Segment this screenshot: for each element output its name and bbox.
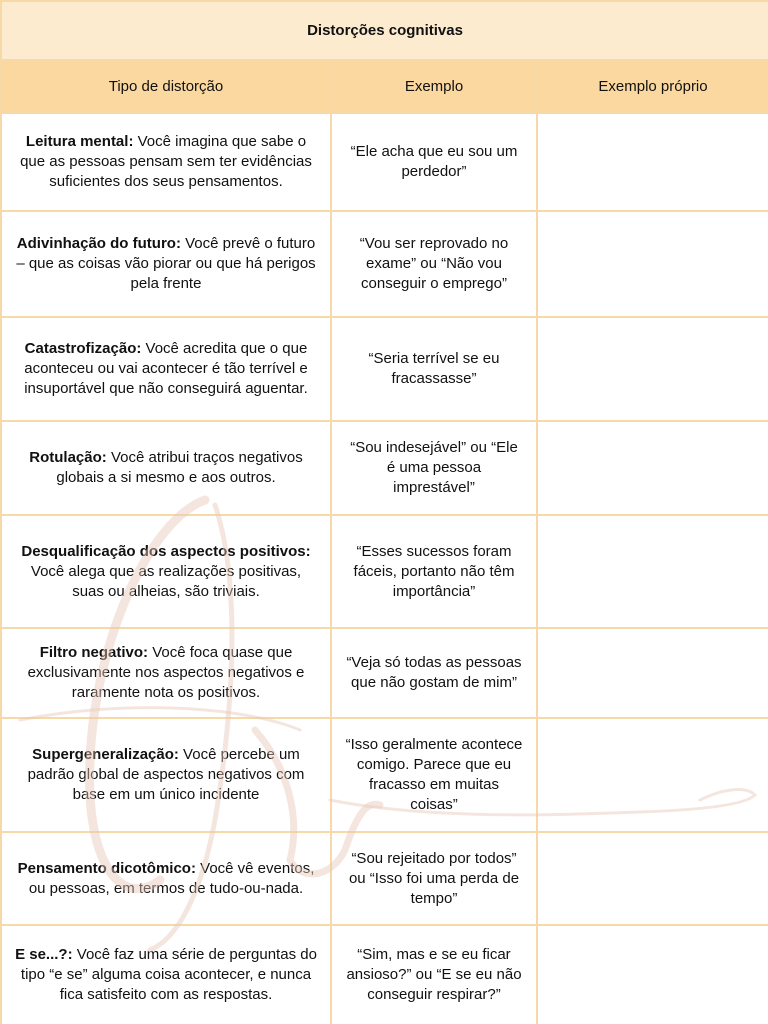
own-example-cell[interactable] <box>537 515 768 628</box>
distortion-term: Supergeneralização: <box>32 746 179 763</box>
distortion-term: E se...?: <box>15 946 73 963</box>
table-row <box>1 515 768 628</box>
example-cell: “Sou indesejável” ou “Ele é uma pessoa imprestável” <box>331 421 537 515</box>
distortion-definition: Você alega que as realizações positivas, suas ou alheias, são triviais. <box>30 562 302 600</box>
distortion-definition: Você faz uma série de perguntas do tipo “e se” alguma coisa acontecer, e nunca fica satisfeito com as respostas. <box>20 946 317 1003</box>
distortion-definition: Você prevê o futuro – que as coisas vão piorar ou que há perigos pela frente <box>16 235 316 292</box>
table-row <box>1 421 768 515</box>
own-example-cell[interactable] <box>537 628 768 718</box>
distortion-term: Filtro negativo: <box>39 644 149 661</box>
table-row <box>1 925 768 1024</box>
distortion-cell <box>1 211 331 317</box>
table-row <box>1 718 768 832</box>
table-row <box>1 317 768 421</box>
table-title: Distorções cognitivas <box>1 1 768 60</box>
example-cell: “Seria terrível se eu fracassasse” <box>331 317 537 421</box>
distortion-term: Rotulação: <box>29 449 107 466</box>
header-example: Exemplo <box>331 60 537 113</box>
own-example-cell[interactable] <box>537 317 768 421</box>
own-example-cell[interactable] <box>537 718 768 832</box>
example-cell: “Ele acha que eu sou um perdedor” <box>331 113 537 211</box>
distortion-definition: Você vê eventos, ou pessoas, em termos de tudo-ou-nada. <box>28 859 315 897</box>
distortion-term: Adivinhação do futuro: <box>16 235 181 252</box>
distortion-definition: Você imagina que sabe o que as pessoas pensam sem ter evidências suficientes dos seus pensamentos. <box>20 133 312 190</box>
distortion-definition: Você percebe um padrão global de aspectos negativos com base em um único incidente <box>27 746 305 803</box>
distortion-definition: Você foca quase que exclusivamente nos aspectos negativos e raramente nota os positivos. <box>27 644 305 701</box>
own-example-cell[interactable] <box>537 832 768 925</box>
header-row <box>1 60 768 113</box>
example-cell: “Esses sucessos foram fáceis, portanto não têm importância” <box>331 515 537 628</box>
distortion-cell <box>1 515 331 628</box>
distortion-cell <box>1 317 331 421</box>
distortion-cell <box>1 628 331 718</box>
distortion-cell <box>1 718 331 832</box>
header-type: Tipo de distorção <box>1 60 331 113</box>
title-row <box>1 1 768 60</box>
distortion-cell <box>1 925 331 1024</box>
distortion-term: Desqualificação dos aspectos positivos: <box>21 542 311 560</box>
own-example-cell[interactable] <box>537 925 768 1024</box>
distortion-cell <box>1 421 331 515</box>
header-own-example: Exemplo próprio <box>537 60 768 113</box>
distortion-term: Catastrofização: <box>24 340 142 357</box>
distortion-definition: Você acredita que o que aconteceu ou vai acontecer é tão terrível e insuportável que não conseguirá aguentar. <box>24 340 308 397</box>
example-cell: “Sim, mas e se eu ficar ansioso?” ou “E se eu não conseguir respirar?” <box>331 925 537 1024</box>
distortion-term: Pensamento dicotômico: <box>17 859 196 877</box>
example-cell: “Isso geralmente acontece comigo. Parece que eu fracasso em muitas coisas” <box>331 718 537 832</box>
example-cell: “Veja só todas as pessoas que não gostam de mim” <box>331 628 537 718</box>
own-example-cell[interactable] <box>537 113 768 211</box>
distortion-definition: Você atribui traços negativos globais a si mesmo e aos outros. <box>56 449 303 486</box>
own-example-cell[interactable] <box>537 421 768 515</box>
distortion-term: Leitura mental: <box>25 133 134 150</box>
distortion-cell <box>1 832 331 925</box>
example-cell: “Sou rejeitado por todos” ou “Isso foi uma perda de tempo” <box>331 832 537 925</box>
table-row <box>1 113 768 211</box>
table-row <box>1 628 768 718</box>
own-example-cell[interactable] <box>537 211 768 317</box>
distortion-cell <box>1 113 331 211</box>
table-row <box>1 211 768 317</box>
table-row <box>1 832 768 925</box>
example-cell: “Vou ser reprovado no exame” ou “Não vou conseguir o emprego” <box>331 211 537 317</box>
